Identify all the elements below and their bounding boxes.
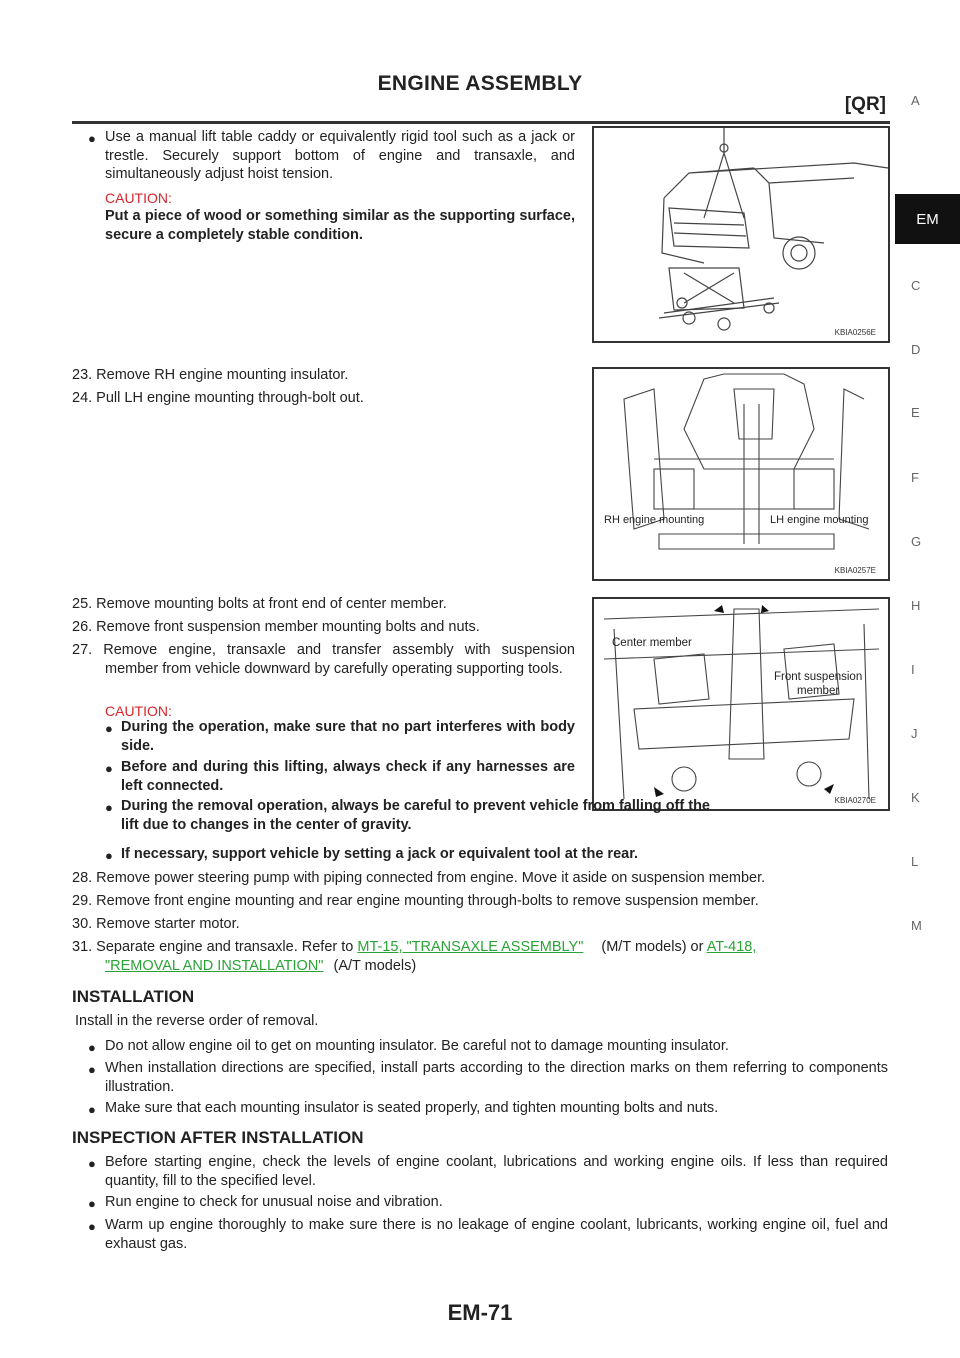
link-mt-15[interactable]: MT-15, "TRANSAXLE ASSEMBLY" (357, 939, 584, 955)
bullet-icon: ● (105, 800, 113, 815)
installation-item-3: Make sure that each mounting insulator is seated properly, and tighten mounting bolts and nuts. (105, 1100, 719, 1116)
caution-text: Put a piece of wood or something similar as the supporting surface, secure a completely stable condition. (105, 208, 575, 243)
side-tab-m[interactable]: M (911, 918, 922, 933)
step-29: 29. Remove front engine mounting and rear engine mounting through-bolts to remove suspension member. (72, 893, 759, 909)
link-removal-installation[interactable]: "REMOVAL AND INSTALLATION" (105, 958, 324, 974)
installation-item-1: Do not allow engine oil to get on mounting insulator. Be careful not to damage mounting insulator. (105, 1038, 729, 1054)
bullet-icon: ● (88, 1062, 96, 1077)
installation-intro: Install in the reverse order of removal. (75, 1013, 319, 1029)
bullet-icon: ● (88, 1040, 96, 1055)
caution-item-2: Before and during this lifting, always check if any harnesses are left connected. (121, 759, 575, 794)
figure-engine-lift (592, 126, 890, 343)
side-tab-j[interactable]: J (911, 726, 918, 741)
step-25: 25. Remove mounting bolts at front end of center member. (72, 596, 447, 612)
side-tab-f[interactable]: F (911, 470, 919, 485)
side-tab-c[interactable]: C (911, 278, 921, 293)
caution-label-2: CAUTION: (105, 703, 172, 719)
step-31 (72, 938, 756, 957)
side-tab-l[interactable]: L (911, 854, 919, 869)
step-30: 30. Remove starter motor. (72, 916, 240, 932)
installation-heading: INSTALLATION (72, 987, 195, 1006)
bullet-icon: ● (88, 1196, 96, 1211)
step-31-prefix: 31. Separate engine and transaxle. Refer to (72, 939, 354, 955)
step-31-suffix: (A/T models) (333, 958, 417, 974)
side-tab-g[interactable]: G (911, 534, 922, 549)
bullet-icon: ● (88, 131, 96, 146)
figure-engine-mounting (592, 367, 890, 581)
label-front-suspension: Front suspension (774, 671, 863, 683)
page-title: ENGINE ASSEMBLY (377, 72, 583, 95)
inspection-item-1: Before starting engine, check the levels of engine coolant, lubrications and working engine oils. If less than required quantity, fill to the specified level. (105, 1154, 888, 1189)
step-27: 27. Remove engine, transaxle and transfer assembly with suspension member from vehicle downward by carefully operating supporting tools. (72, 642, 575, 677)
step-31-mid: (M/T models) or (601, 939, 704, 955)
bullet-icon: ● (105, 848, 113, 863)
figure-id: KBIA0256E (834, 328, 876, 337)
side-tab-i[interactable]: I (911, 662, 915, 677)
inspection-item-2: Run engine to check for unusual noise and vibration. (105, 1194, 443, 1210)
inspection-heading: INSPECTION AFTER INSTALLATION (72, 1128, 364, 1147)
step-24: 24. Pull LH engine mounting through-bolt out. (72, 390, 364, 406)
link-at-418[interactable]: AT-418, (706, 939, 757, 955)
engine-lift-illustration (594, 128, 888, 341)
label-center-member: Center member (612, 637, 692, 649)
bullet-icon: ● (88, 1102, 96, 1117)
side-tab-h[interactable]: H (911, 598, 921, 613)
bullet-text: Use a manual lift table caddy or equivalently rigid tool such as a jack or trestle. Securely support bottom of engine and transaxle, and simultaneously adjust hoist tension. (105, 129, 575, 182)
caution-item-3: During the removal operation, always be careful to prevent vehicle from falling off the lift due to changes in the center of gravity. (121, 798, 710, 833)
label-rh-engine-mounting: RH engine mounting (604, 514, 705, 526)
side-tab-em[interactable]: EM (895, 194, 960, 244)
bullet-icon: ● (88, 1219, 96, 1234)
label-front-suspension-member: member (797, 685, 840, 697)
page-number: EM-71 (447, 1300, 513, 1325)
bullet-icon: ● (105, 721, 113, 736)
center-member-illustration (594, 599, 888, 809)
side-tab-k[interactable]: K (911, 790, 920, 805)
bullet-icon: ● (88, 1156, 96, 1171)
label-lh-engine-mounting: LH engine mounting (770, 514, 869, 526)
caution-item-4: If necessary, support vehicle by setting a jack or equivalent tool at the rear. (121, 846, 639, 862)
side-tab-d[interactable]: D (911, 342, 921, 357)
step-26: 26. Remove front suspension member mounting bolts and nuts. (72, 619, 480, 635)
inspection-item-3: Warm up engine thoroughly to make sure there is no leakage of engine coolant, lubricants, working engine oil, fuel and exhaust gas. (105, 1217, 888, 1252)
page-subtitle: [QR] (844, 94, 886, 115)
caution-item-1: During the operation, make sure that no part interferes with body side. (121, 719, 575, 754)
side-tab-e[interactable]: E (911, 405, 920, 420)
bullet-icon: ● (105, 761, 113, 776)
engine-mounting-illustration (594, 369, 888, 579)
step-28: 28. Remove power steering pump with piping connected from engine. Move it aside on suspension member. (72, 870, 766, 886)
figure-id: KBIA0270E (834, 796, 876, 805)
side-tab-a[interactable]: A (911, 93, 920, 108)
header-divider (72, 121, 890, 124)
figure-id: KBIA0257E (834, 566, 876, 575)
figure-center-member (592, 597, 890, 811)
caution-label: CAUTION: (105, 190, 172, 206)
step-23: 23. Remove RH engine mounting insulator. (72, 367, 349, 383)
installation-item-2: When installation directions are specified, install parts according to the direction marks on them referring to components illustration. (105, 1060, 888, 1095)
